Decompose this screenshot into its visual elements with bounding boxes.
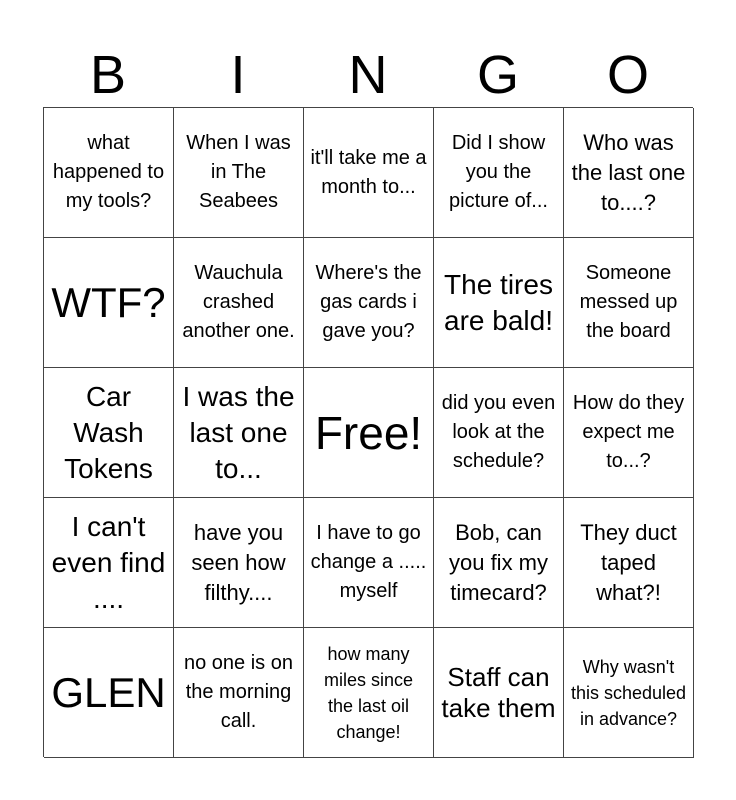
bingo-board — [43, 107, 693, 757]
cell-text: When I was in The Seabees — [186, 132, 291, 212]
bingo-cell[interactable] — [564, 368, 694, 498]
cell-text: have you seen how filthy.... — [191, 519, 286, 605]
cell-text: I can't even find .... — [51, 510, 166, 614]
bingo-cell[interactable] — [304, 238, 434, 368]
header-letter-g: G — [476, 45, 519, 105]
bingo-cell[interactable] — [174, 368, 304, 498]
bingo-cell[interactable] — [434, 368, 564, 498]
cell-text: did you even look at the schedule? — [441, 392, 556, 472]
free-space-cell[interactable] — [304, 368, 434, 498]
cell-text: Wauchula crashed another one. — [182, 262, 295, 342]
cell-text: GLEN — [51, 668, 166, 716]
bingo-header — [43, 42, 693, 108]
bingo-cell[interactable] — [564, 108, 694, 238]
bingo-cell[interactable] — [564, 628, 694, 758]
cell-text: Car Wash Tokens — [64, 380, 153, 484]
cell-text: The tires are bald! — [444, 268, 553, 336]
cell-text: Did I show you the picture of... — [449, 132, 548, 212]
cell-text: They duct taped what?! — [580, 519, 677, 605]
header-letter-o: O — [606, 45, 649, 105]
bingo-cell[interactable] — [304, 108, 434, 238]
cell-text: WTF? — [51, 278, 166, 326]
bingo-cell[interactable] — [174, 498, 304, 628]
bingo-cell[interactable] — [44, 238, 174, 368]
cell-text: Someone messed up the board — [579, 262, 678, 342]
cell-text: Bob, can you fix my timecard? — [448, 519, 549, 605]
bingo-cell[interactable] — [44, 498, 174, 628]
cell-text: I have to go change a ..... myself — [310, 522, 427, 602]
bingo-cell[interactable] — [174, 628, 304, 758]
header-letter-b: B — [89, 45, 127, 105]
cell-text: Who was the last one to....? — [571, 129, 686, 215]
bingo-cell[interactable] — [304, 498, 434, 628]
bingo-cell[interactable] — [564, 238, 694, 368]
cell-text: how many miles since the last oil change! — [323, 643, 414, 742]
cell-text: I was the last one to... — [182, 380, 295, 484]
cell-text: Staff can take them — [441, 661, 556, 723]
bingo-cell[interactable] — [44, 628, 174, 758]
free-space-text: Free! — [314, 406, 423, 459]
cell-text: no one is on the morning call. — [184, 652, 293, 732]
header-letter-i: I — [230, 45, 246, 105]
bingo-cell[interactable] — [44, 108, 174, 238]
header-letter-n: N — [348, 45, 388, 105]
bingo-cell[interactable] — [174, 108, 304, 238]
bingo-cell[interactable] — [304, 628, 434, 758]
bingo-cell[interactable] — [174, 238, 304, 368]
bingo-cell[interactable] — [434, 238, 564, 368]
cell-text: Why wasn't this scheduled in advance? — [570, 656, 687, 729]
bingo-cell[interactable] — [44, 368, 174, 498]
cell-text: it'll take me a month to... — [310, 146, 427, 198]
bingo-cell[interactable] — [564, 498, 694, 628]
bingo-cell[interactable] — [434, 108, 564, 238]
cell-text: How do they expect me to...? — [572, 392, 685, 472]
cell-text: what happened to my tools? — [52, 132, 165, 212]
bingo-cell[interactable] — [434, 628, 564, 758]
bingo-cell[interactable] — [434, 498, 564, 628]
cell-text: Where's the gas cards i gave you? — [315, 262, 422, 342]
